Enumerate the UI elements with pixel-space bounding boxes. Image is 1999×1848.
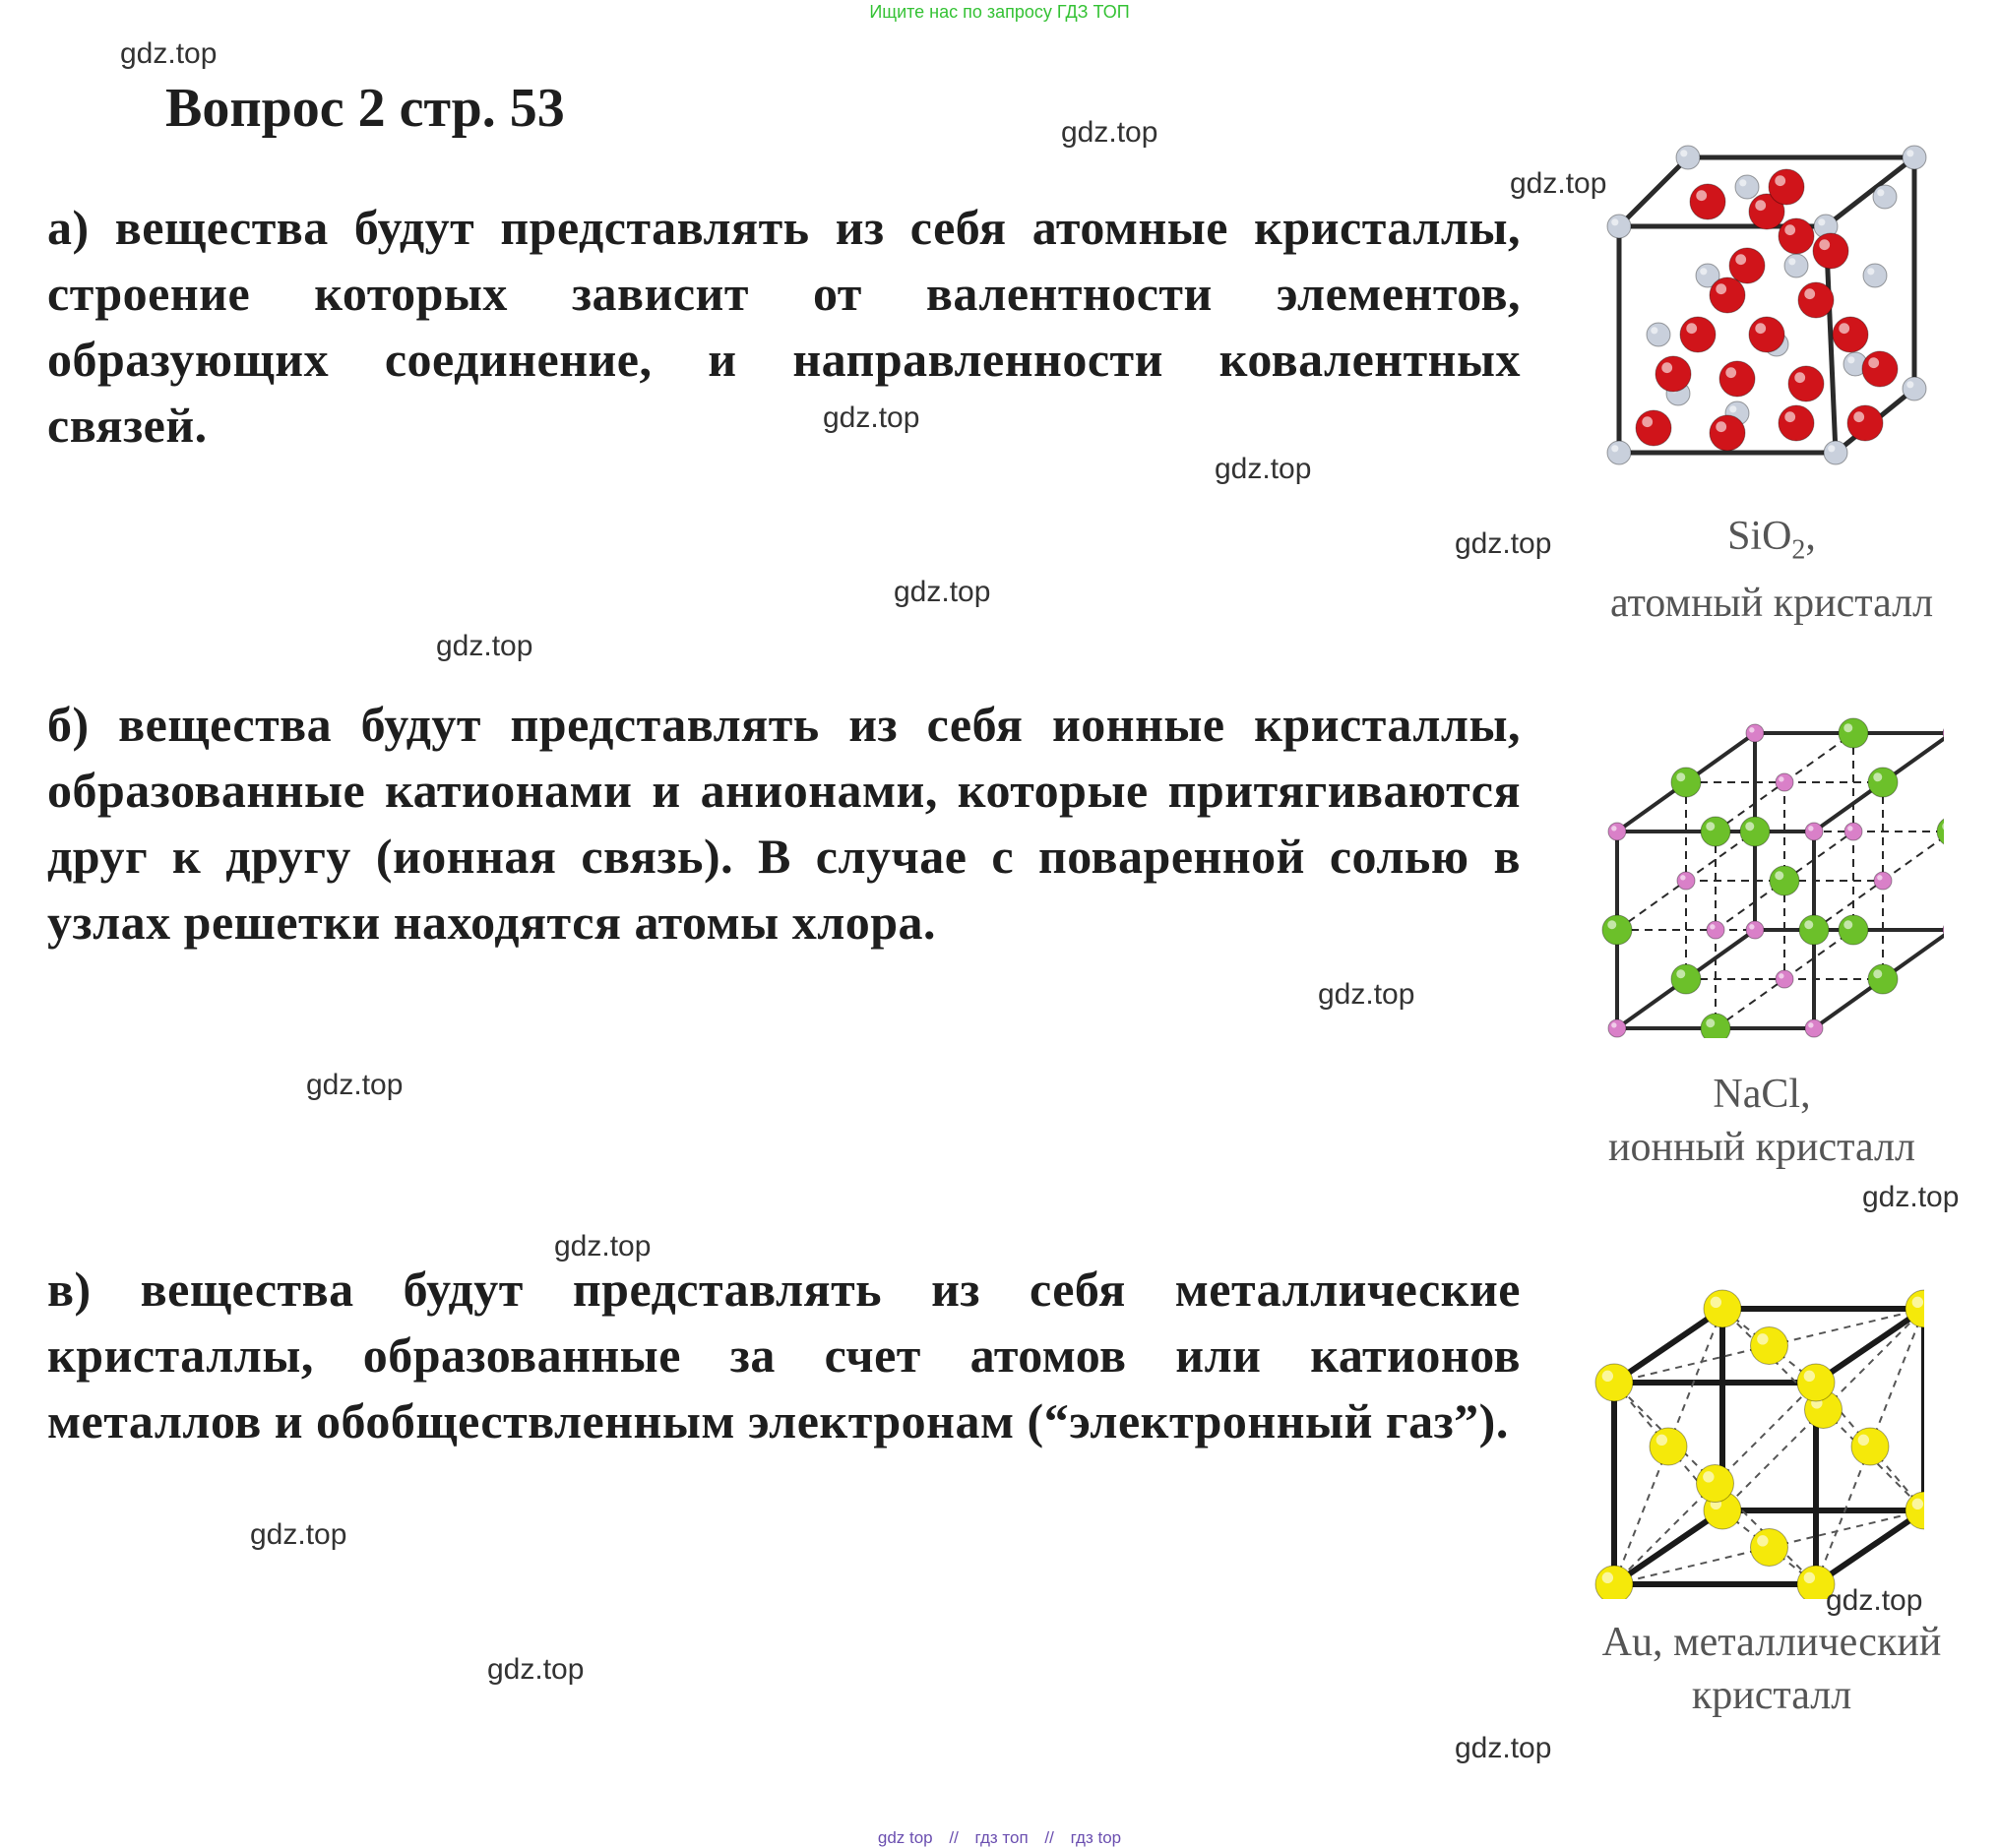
watermark: gdz.top — [1455, 527, 1552, 560]
gold-atom — [1851, 1428, 1889, 1465]
oxygen-atom — [1710, 277, 1745, 313]
watermark: gdz.top — [554, 1230, 652, 1263]
chlorine-atom — [1602, 915, 1632, 945]
sio2-caption — [1555, 510, 1988, 630]
oxygen-atom — [1680, 317, 1716, 352]
chlorine-atom — [1740, 817, 1770, 846]
footer-separator: // — [1044, 1828, 1054, 1847]
au-caption — [1540, 1616, 1999, 1722]
gold-atom — [1650, 1428, 1687, 1465]
oxygen-atom — [1769, 169, 1804, 205]
footer-link-1[interactable]: gdz top — [877, 1828, 933, 1847]
sodium-atom — [1776, 970, 1793, 988]
page-title: Вопрос 2 стр. 53 — [165, 78, 565, 139]
sodium-atom — [1874, 872, 1892, 890]
oxygen-atom — [1847, 405, 1883, 441]
gold-atom — [1595, 1364, 1633, 1401]
chlorine-atom — [1671, 768, 1701, 797]
au-crystal-figure — [1590, 1284, 1924, 1599]
footer-link-2[interactable]: гдз топ — [974, 1828, 1029, 1847]
gold-atom — [1704, 1290, 1741, 1327]
answer-a: а) вещества будут представлять из себя атомные кристаллы, строение которых зависит от валентности элементов, образующих соединение, и направленности ковалентных связей. — [47, 200, 1521, 453]
chlorine-atom — [1701, 1014, 1730, 1038]
oxygen-atom — [1690, 184, 1725, 219]
oxygen-atom — [1655, 356, 1691, 392]
oxygen-atom — [1719, 361, 1755, 397]
gold-atom — [1697, 1465, 1734, 1503]
watermark: gdz.top — [306, 1069, 404, 1101]
footer-separator: // — [949, 1828, 959, 1847]
watermark: gdz.top — [1510, 167, 1607, 200]
chlorine-atom — [1671, 964, 1701, 994]
watermark: gdz.top — [436, 630, 533, 662]
silicon-atom — [1676, 146, 1700, 169]
silicon-atom — [1863, 264, 1887, 287]
silicon-atom — [1647, 323, 1670, 346]
nacl-crystal-figure — [1599, 713, 1944, 1038]
footer-link-3[interactable]: гдз top — [1070, 1828, 1122, 1847]
oxygen-atom — [1798, 282, 1834, 318]
watermark: gdz.top — [894, 576, 991, 608]
chlorine-atom — [1839, 718, 1868, 748]
top-search-hint[interactable]: Ищите нас по запросу ГДЗ ТОП — [869, 2, 1130, 22]
chlorine-atom — [1770, 866, 1799, 895]
watermark: gdz.top — [120, 37, 218, 70]
watermark: gdz.top — [1318, 978, 1415, 1011]
oxygen-atom — [1710, 415, 1745, 451]
gold-atom — [1751, 1327, 1788, 1365]
silicon-atom — [1607, 441, 1631, 464]
chlorine-atom — [1799, 915, 1829, 945]
answer-b: б) вещества будут представлять из себя ионные кристаллы, образованные катионами и анионами, которые притягиваются друг к другу (ионная связь). В случае с поваренной солью в узлах решетки находятся атомы хлора. — [47, 697, 1521, 950]
chlorine-atom — [1868, 768, 1898, 797]
watermark: gdz.top — [1215, 453, 1312, 485]
silicon-atom — [1903, 377, 1926, 400]
sio2-caption-text: атомный кристалл — [1609, 581, 1934, 627]
nacl-lattice-icon — [1599, 713, 1944, 1038]
silicon-atom — [1784, 254, 1808, 277]
sodium-atom — [1707, 921, 1724, 939]
chlorine-atom — [1701, 817, 1730, 846]
footer-links — [0, 1828, 1999, 1848]
oxygen-atom — [1779, 405, 1814, 441]
gold-atom — [1797, 1364, 1835, 1401]
silicon-atom — [1903, 146, 1926, 169]
oxygen-atom — [1862, 351, 1898, 387]
sio2-lattice-icon — [1599, 138, 1944, 472]
chlorine-atom — [1839, 915, 1868, 945]
sodium-atom — [1844, 823, 1862, 840]
sodium-atom — [1746, 921, 1764, 939]
nacl-formula: NaCl, — [1713, 1072, 1811, 1117]
sio2-formula: SiO$_2$, — [1727, 514, 1816, 566]
silicon-atom — [1824, 441, 1847, 464]
oxygen-atom — [1636, 410, 1671, 446]
sodium-atom — [1805, 823, 1823, 840]
gold-atom — [1595, 1566, 1633, 1599]
gold-atom — [1751, 1529, 1788, 1567]
au-lattice-icon — [1590, 1284, 1924, 1599]
au-caption-line1: Au, металлический — [1601, 1620, 1942, 1665]
chlorine-atom — [1868, 964, 1898, 994]
sodium-atom — [1608, 823, 1626, 840]
watermark: gdz.top — [1826, 1584, 1923, 1617]
silicon-atom — [1607, 215, 1631, 238]
watermark: gdz.top — [487, 1653, 585, 1686]
watermark: gdz.top — [1862, 1181, 1960, 1213]
oxygen-atom — [1779, 218, 1814, 254]
sodium-atom — [1805, 1019, 1823, 1037]
sodium-atom — [1608, 1019, 1626, 1037]
answer-c: в) вещества будут представлять из себя металлические кристаллы, образованные за счет атомов или катионов металлов и обобществленным электронам (“электронный газ”). — [47, 1262, 1521, 1448]
oxygen-atom — [1729, 248, 1765, 283]
watermark: gdz.top — [823, 401, 920, 434]
watermark: gdz.top — [250, 1518, 347, 1551]
oxygen-atom — [1788, 366, 1824, 401]
oxygen-atom — [1749, 317, 1784, 352]
oxygen-atom — [1813, 233, 1848, 269]
silicon-atom — [1873, 185, 1897, 209]
silicon-atom — [1735, 175, 1759, 199]
au-caption-line2: кристалл — [1691, 1673, 1852, 1718]
nacl-caption-text: ионный кристалл — [1608, 1125, 1915, 1170]
sio2-crystal-figure — [1599, 138, 1944, 472]
chlorine-atom — [1937, 817, 1944, 846]
oxygen-atom — [1833, 317, 1868, 352]
nacl-caption — [1555, 1068, 1968, 1174]
sodium-atom — [1677, 872, 1695, 890]
watermark: gdz.top — [1455, 1732, 1552, 1764]
sodium-atom — [1746, 724, 1764, 742]
watermark: gdz.top — [1061, 116, 1158, 149]
sodium-atom — [1776, 773, 1793, 791]
